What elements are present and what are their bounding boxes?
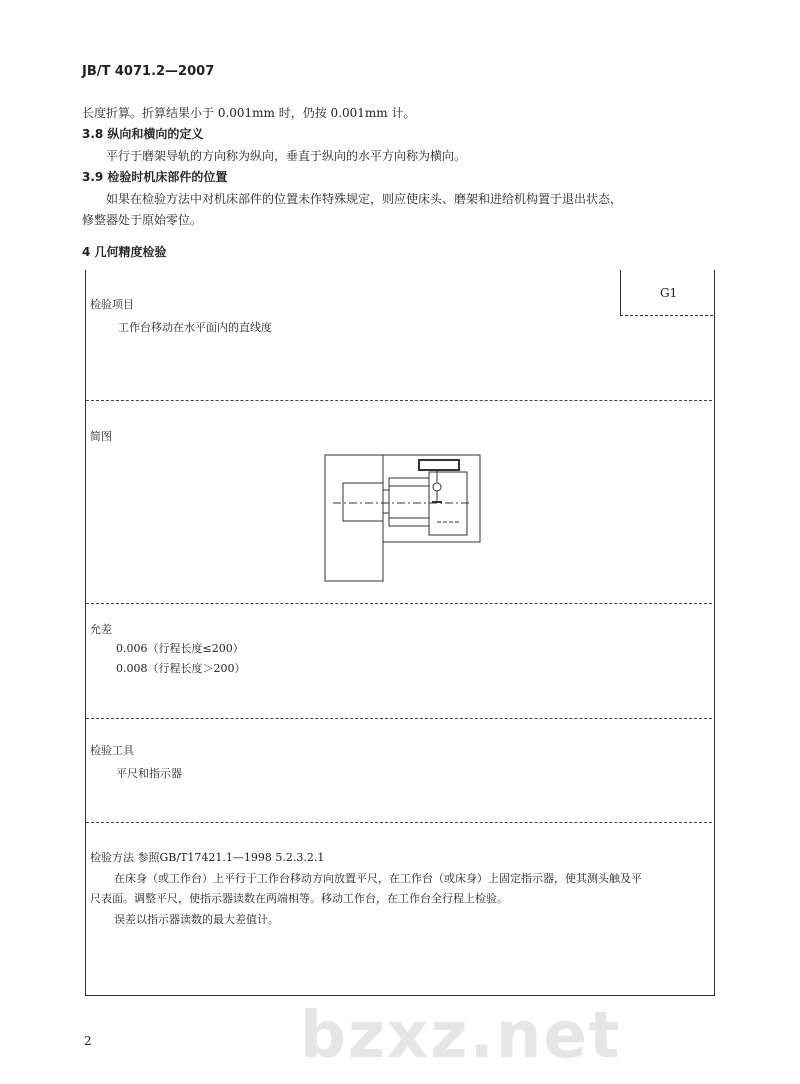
item-label: 检验项目 — [90, 298, 134, 311]
section-3-9-text: 修整器处于原始零位。 — [82, 213, 203, 227]
divider — [86, 603, 712, 604]
method-text: 在床身（或工作台）上平行于工作台移动方向放置平尺，在工作台（或床身）上固定指示器，使其测头触及平 — [114, 872, 642, 885]
page-number: 2 — [84, 1034, 92, 1048]
headstock — [343, 483, 383, 521]
section-4-heading: 4 几何精度检验 — [82, 245, 167, 259]
method-label: 检验方法 参照GB/T17421.1—1998 5.2.3.2.1 — [90, 851, 325, 864]
inspection-code: G1 — [660, 286, 678, 300]
bed-outline — [325, 455, 383, 581]
section-3-8-heading: 3.8 纵向和横向的定义 — [82, 127, 204, 141]
watermark: bzxz.net — [300, 999, 622, 1073]
item-text: 工作台移动在水平面内的直线度 — [118, 321, 272, 334]
tools-text: 平尺和指示器 — [116, 767, 182, 780]
divider — [86, 822, 712, 823]
table-frame — [383, 455, 480, 542]
workpiece — [389, 478, 429, 526]
diagram-label: 简图 — [90, 430, 112, 443]
section-3-8-text: 平行于磨架导轨的方向称为纵向，垂直于纵向的水平方向称为横向。 — [106, 149, 467, 163]
method-text: 误差以指示器读数的最大差值计。 — [114, 913, 279, 926]
standard-number: JB/T 4071.2—2007 — [82, 64, 215, 79]
indicator-dial — [433, 483, 441, 491]
tools-label: 检验工具 — [90, 744, 134, 757]
tolerance-value: 0.008（行程长度＞200） — [116, 662, 246, 675]
divider — [86, 718, 712, 719]
straightedge — [419, 460, 459, 470]
method-text: 尺表面。调整平尺，使指示器读数在两端相等。移动工作台，在工作台全行程上检验。 — [90, 892, 508, 905]
section-3-9-text: 如果在检验方法中对机床部件的位置未作特殊规定，则应使床头、磨架和进给机构置于退出状态， — [106, 192, 623, 206]
flange — [383, 490, 389, 513]
section-3-9-heading: 3.9 检验时机床部件的位置 — [82, 170, 228, 184]
text-line: 长度折算。折算结果小于 0.001mm 时，仍按 0.001mm 计。 — [82, 106, 416, 120]
tolerance-value: 0.006（行程长度≤200） — [116, 642, 244, 655]
tolerance-label: 允差 — [90, 623, 112, 636]
